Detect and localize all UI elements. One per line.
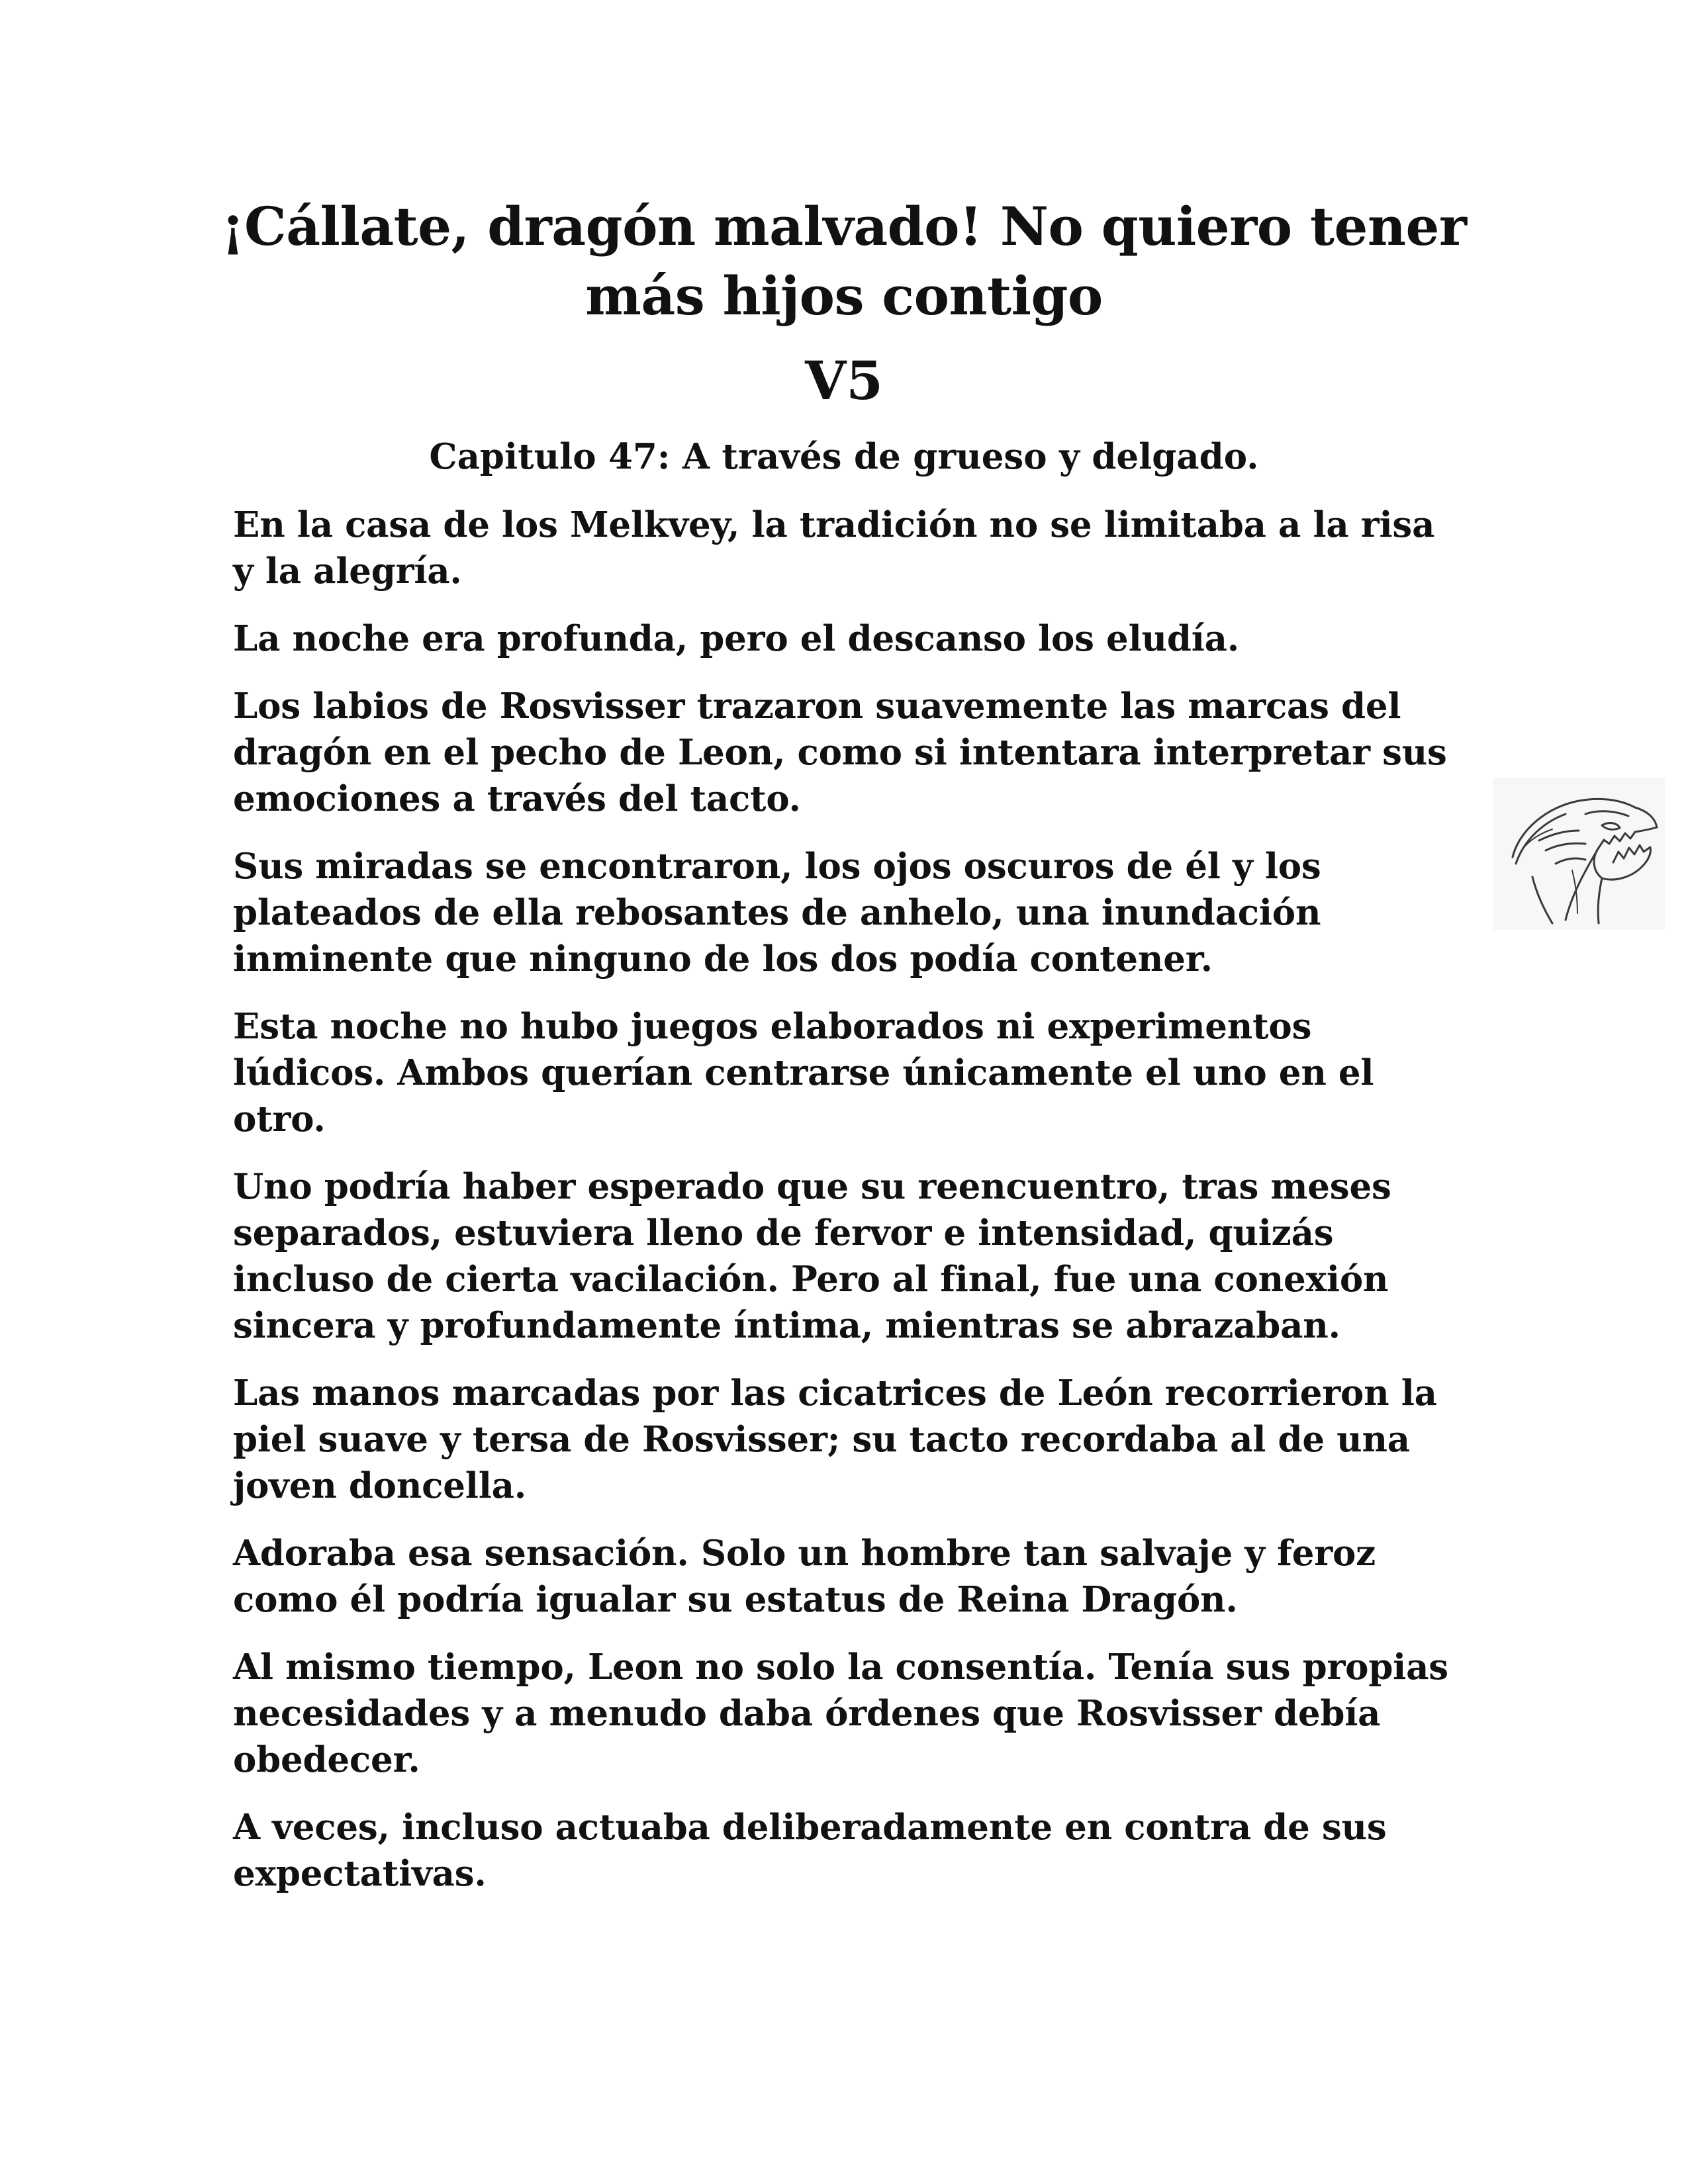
dragon-head-sketch-icon [1493,778,1665,930]
paragraph: Las manos marcadas por las cicatrices de León recorrieron la piel suave y tersa de Rosvisser; su tacto recordaba al de una joven doncella. [233,1373,1437,1506]
paragraph: Al mismo tiempo, Leon no solo la consentía. Tenía sus propias necesidades y a menudo daba órdenes que Rosvisser debía obedecer. [233,1647,1448,1780]
paragraph: Sus miradas se encontraron, los ojos oscuros de él y los plateados de ella rebosantes de anhelo, una inundación inminente que ninguno de los dos podía contener. [233,846,1321,979]
paragraph: A veces, incluso actuaba deliberadamente en contra de sus expectativas. [233,1807,1387,1894]
paragraph: En la casa de los Melkvey, la tradición no se limitaba a la risa y la alegría. [233,504,1435,592]
paragraph: Uno podría haber esperado que su reencuentro, tras meses separados, estuviera lleno de fervor e intensidad, quizás incluso de cierta vacilación. Pero al final, fue una conexión sincera y profundamente íntima, mientras se abrazaban. [233,1166,1391,1346]
paragraph: Esta noche no hubo juegos elaborados ni experimentos lúdicos. Ambos querían centrarse únicamente el uno en el otro. [233,1006,1374,1140]
paragraph: Adoraba esa sensación. Solo un hombre tan salvaje y feroz como él podría igualar su estatus de Reina Dragón. [233,1533,1376,1620]
volume-label: V5 [805,349,883,412]
chapter-body [233,502,1451,1918]
document-title: ¡Cállate, dragón malvado! No quiero tener más hijos contigo [221,195,1467,327]
chapter-heading: Capitulo 47: A través de grueso y delgado. [429,436,1259,477]
paragraph: La noche era profunda, pero el descanso los eludía. [233,618,1240,659]
paragraph: Los labios de Rosvisser trazaron suavemente las marcas del dragón en el pecho de Leon, como si intentara interpretar sus emociones a través del tacto. [233,686,1447,819]
